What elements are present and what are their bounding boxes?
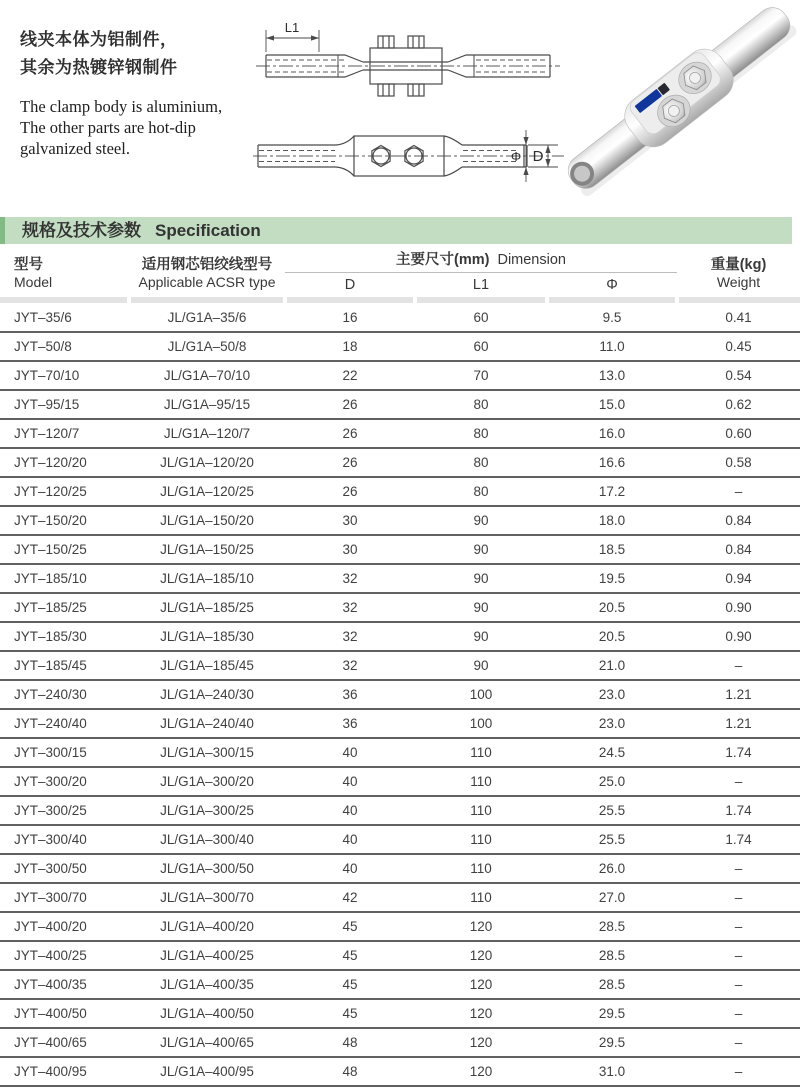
table-cell: 26 <box>342 484 358 499</box>
material-note-en-2: The other parts are hot-dip galvanized steel. <box>20 118 196 158</box>
table-cell: JL/G1A–240/40 <box>160 716 254 731</box>
table-row <box>0 478 800 507</box>
table-row <box>0 942 800 971</box>
table-cell: 31.0 <box>598 1064 626 1079</box>
table-cell: 18.5 <box>598 542 626 557</box>
table-cell: JYT–35/6 <box>14 310 72 325</box>
table-row <box>0 1058 800 1087</box>
table-cell: 9.5 <box>602 310 622 325</box>
table-cell: JYT–240/30 <box>14 687 87 702</box>
material-note-cn-2: 其余为热镀锌钢制件 <box>20 58 178 77</box>
table-cell: 40 <box>342 803 358 818</box>
table-row <box>0 884 800 913</box>
table-row <box>0 913 800 942</box>
table-cell: JYT–120/25 <box>14 484 87 499</box>
material-note-cn-1: 线夹本体为铝制件， <box>20 30 178 49</box>
table-cell: JYT–120/7 <box>14 426 80 441</box>
table-cell: 0.60 <box>725 426 752 441</box>
table-cell: JYT–400/35 <box>14 977 87 992</box>
table-cell: 15.0 <box>598 397 626 412</box>
table-cell: 48 <box>342 1035 358 1050</box>
table-cell: 90 <box>473 513 489 528</box>
table-cell: JL/G1A–400/65 <box>160 1035 254 1050</box>
table-cell: JL/G1A–185/45 <box>160 658 254 673</box>
table-cell: JL/G1A–120/25 <box>160 484 254 499</box>
table-cell: 90 <box>473 658 489 673</box>
table-cell: 40 <box>342 832 358 847</box>
table-cell: 30 <box>342 542 358 557</box>
table-cell: JL/G1A–50/8 <box>167 339 247 354</box>
table-row <box>0 333 800 362</box>
table-cell: 110 <box>470 832 492 847</box>
table-cell: 23.0 <box>598 716 626 731</box>
table-cell: 36 <box>342 716 358 731</box>
table-cell: – <box>734 919 743 934</box>
table-cell: JYT–185/10 <box>14 571 87 586</box>
table-cell: 30 <box>342 513 358 528</box>
table-cell: JYT–400/25 <box>14 948 87 963</box>
table-cell: 0.62 <box>725 397 752 412</box>
table-row <box>0 304 800 333</box>
table-cell: 100 <box>469 687 493 702</box>
table-cell: – <box>734 658 743 673</box>
table-cell: JYT–185/45 <box>14 658 87 673</box>
spec-table <box>0 250 800 1087</box>
table-cell: JYT–400/95 <box>14 1064 87 1079</box>
table-cell: JL/G1A–400/95 <box>160 1064 254 1079</box>
header-separator-band <box>0 297 800 303</box>
table-cell: JYT–150/20 <box>14 513 87 528</box>
table-cell: JYT–150/25 <box>14 542 87 557</box>
table-cell: 120 <box>469 1006 493 1021</box>
table-row <box>0 652 800 681</box>
table-cell: 16.6 <box>598 455 626 470</box>
table-cell: – <box>734 1035 743 1050</box>
table-cell: JYT–300/50 <box>14 861 87 876</box>
dim-label-phi: Φ <box>510 149 522 164</box>
table-cell: JYT–70/10 <box>14 368 80 383</box>
table-cell: JYT–185/30 <box>14 629 87 644</box>
table-cell: 26 <box>342 397 358 412</box>
table-row <box>0 797 800 826</box>
table-row <box>0 826 800 855</box>
table-cell: 32 <box>342 629 358 644</box>
table-cell: 0.84 <box>725 542 752 557</box>
table-cell: 26 <box>342 426 358 441</box>
table-cell: 110 <box>470 774 492 789</box>
table-cell: JYT–240/40 <box>14 716 87 731</box>
table-cell: 25.5 <box>598 803 626 818</box>
table-cell: 17.2 <box>598 484 626 499</box>
table-cell: 1.74 <box>725 803 752 818</box>
table-row <box>0 420 800 449</box>
table-cell: – <box>734 890 743 905</box>
table-cell: 13.0 <box>598 368 626 383</box>
table-cell: – <box>734 948 743 963</box>
table-cell: 11.0 <box>599 339 625 354</box>
table-cell: JL/G1A–300/40 <box>160 832 254 847</box>
table-row <box>0 1029 800 1058</box>
table-cell: JL/G1A–185/25 <box>160 600 254 615</box>
table-cell: 80 <box>473 397 489 412</box>
table-row <box>0 362 800 391</box>
table-cell: JL/G1A–185/30 <box>160 629 254 644</box>
table-cell: 42 <box>342 890 358 905</box>
table-cell: 16 <box>342 310 358 325</box>
table-row <box>0 855 800 884</box>
table-cell: 22 <box>342 368 358 383</box>
table-cell: JL/G1A–150/25 <box>160 542 254 557</box>
table-cell: – <box>734 774 743 789</box>
table-cell: 27.0 <box>598 890 626 905</box>
table-cell: 21.0 <box>598 658 626 673</box>
table-cell: JYT–50/8 <box>14 339 72 354</box>
table-cell: JL/G1A–95/15 <box>163 397 251 412</box>
col-header-dimension-group: 主要尺寸(mm) Dimension D L1 Φ <box>285 250 677 296</box>
table-cell: JYT–300/15 <box>14 745 87 760</box>
table-row <box>0 565 800 594</box>
spec-table-body <box>0 304 800 1087</box>
table-cell: 0.41 <box>725 310 752 325</box>
table-cell: JYT–300/20 <box>14 774 87 789</box>
table-cell: JL/G1A–185/10 <box>160 571 254 586</box>
table-cell: JYT–400/65 <box>14 1035 87 1050</box>
dim-label-l1: L1 <box>284 20 300 35</box>
col-header-model: 型号 Model <box>14 256 53 290</box>
table-cell: JYT–185/25 <box>14 600 87 615</box>
table-cell: 32 <box>342 571 358 586</box>
table-cell: 45 <box>342 1006 358 1021</box>
table-cell: 120 <box>469 948 493 963</box>
section-title <box>22 217 261 244</box>
table-cell: 60 <box>473 310 489 325</box>
table-cell: 1.21 <box>725 687 752 702</box>
table-cell: JYT–300/40 <box>14 832 87 847</box>
table-cell: JYT–300/70 <box>14 890 87 905</box>
table-cell: 80 <box>473 484 489 499</box>
table-cell: 90 <box>473 571 489 586</box>
technical-drawing <box>248 8 568 198</box>
table-cell: JL/G1A–120/7 <box>163 426 251 441</box>
table-row <box>0 739 800 768</box>
table-cell: JL/G1A–240/30 <box>160 687 254 702</box>
table-cell: 18 <box>342 339 358 354</box>
table-row <box>0 536 800 565</box>
table-cell: – <box>734 977 743 992</box>
table-cell: 18.0 <box>598 513 626 528</box>
table-row <box>0 623 800 652</box>
table-cell: 90 <box>473 629 489 644</box>
table-cell: 1.74 <box>725 745 752 760</box>
table-cell: 90 <box>473 542 489 557</box>
material-note-en-1: The clamp body is aluminium, <box>20 97 223 116</box>
table-cell: JYT–400/50 <box>14 1006 87 1021</box>
col-header-weight: 重量(kg) Weight <box>710 256 767 290</box>
table-cell: 0.58 <box>725 455 752 470</box>
table-cell: 24.5 <box>598 745 626 760</box>
table-cell: 40 <box>342 745 358 760</box>
table-cell: 1.74 <box>725 832 752 847</box>
table-cell: 25.5 <box>598 832 626 847</box>
table-row <box>0 391 800 420</box>
table-cell: 28.5 <box>598 948 626 963</box>
table-cell: 100 <box>469 716 493 731</box>
table-cell: JYT–120/20 <box>14 455 87 470</box>
table-cell: 29.5 <box>598 1006 626 1021</box>
table-cell: 120 <box>469 919 493 934</box>
spec-table-header <box>0 250 800 296</box>
table-cell: JL/G1A–300/50 <box>160 861 254 876</box>
table-cell: JL/G1A–300/25 <box>160 803 254 818</box>
table-cell: 45 <box>342 977 358 992</box>
table-cell: 120 <box>469 1035 493 1050</box>
table-cell: JL/G1A–400/35 <box>160 977 254 992</box>
table-cell: JL/G1A–120/20 <box>160 455 254 470</box>
table-cell: 28.5 <box>598 919 626 934</box>
table-cell: 29.5 <box>598 1035 626 1050</box>
table-cell: 60 <box>473 339 489 354</box>
table-cell: 110 <box>470 745 492 760</box>
table-cell: JL/G1A–400/25 <box>160 948 254 963</box>
table-row <box>0 971 800 1000</box>
table-cell: 16.0 <box>598 426 626 441</box>
table-cell: 0.54 <box>725 368 752 383</box>
table-cell: 25.0 <box>598 774 626 789</box>
table-cell: JL/G1A–300/70 <box>160 890 254 905</box>
table-cell: 0.45 <box>725 339 752 354</box>
table-cell: JL/G1A–300/15 <box>160 745 254 760</box>
table-cell: 0.84 <box>725 513 752 528</box>
table-cell: 90 <box>473 600 489 615</box>
table-cell: – <box>734 1006 743 1021</box>
table-cell: JYT–400/20 <box>14 919 87 934</box>
table-cell: 110 <box>470 803 492 818</box>
table-cell: 26.0 <box>598 861 626 876</box>
table-cell: 0.90 <box>725 600 752 615</box>
table-cell: 0.94 <box>725 571 752 586</box>
table-row <box>0 594 800 623</box>
table-cell: JL/G1A–70/10 <box>163 368 251 383</box>
table-cell: 40 <box>342 774 358 789</box>
col-header-d: D <box>344 276 356 293</box>
section-header-bar <box>0 217 792 244</box>
table-cell: – <box>734 861 743 876</box>
table-cell: – <box>734 1064 743 1079</box>
table-row <box>0 449 800 478</box>
table-cell: 26 <box>342 455 358 470</box>
table-cell: 80 <box>473 455 489 470</box>
table-cell: 19.5 <box>598 571 626 586</box>
section-title-cn: 规格及技术参数 <box>22 221 141 240</box>
table-cell: 28.5 <box>598 977 626 992</box>
table-cell: 45 <box>342 919 358 934</box>
table-cell: 45 <box>342 948 358 963</box>
table-row <box>0 681 800 710</box>
table-cell: JL/G1A–300/20 <box>160 774 254 789</box>
table-cell: 80 <box>473 426 489 441</box>
table-cell: 120 <box>469 977 493 992</box>
table-cell: JL/G1A–35/6 <box>167 310 247 325</box>
col-header-phi: Φ <box>606 276 618 293</box>
table-row <box>0 710 800 739</box>
section-title-en: Specification <box>155 221 261 240</box>
table-row <box>0 768 800 797</box>
table-cell: JL/G1A–400/50 <box>160 1006 254 1021</box>
col-header-acsr: 适用钢芯铝绞线型号 Applicable ACSR type <box>138 256 276 290</box>
table-cell: 120 <box>469 1064 493 1079</box>
dim-label-d: D <box>532 148 544 165</box>
table-cell: 70 <box>473 368 489 383</box>
table-cell: 20.5 <box>598 629 626 644</box>
table-cell: 23.0 <box>598 687 626 702</box>
product-photo <box>563 0 800 196</box>
table-cell: 1.21 <box>725 716 752 731</box>
table-cell: 20.5 <box>598 600 626 615</box>
table-cell: 32 <box>342 658 358 673</box>
material-notes <box>20 26 270 159</box>
table-row <box>0 1000 800 1029</box>
table-cell: 110 <box>470 861 492 876</box>
table-cell: JYT–300/25 <box>14 803 87 818</box>
table-cell: 40 <box>342 861 358 876</box>
table-row <box>0 507 800 536</box>
section-header-accent <box>0 217 5 244</box>
table-cell: 110 <box>470 890 492 905</box>
table-cell: JYT–95/15 <box>14 397 80 412</box>
table-cell: 0.90 <box>725 629 752 644</box>
table-cell: – <box>734 484 743 499</box>
table-cell: 32 <box>342 600 358 615</box>
col-header-l1: L1 <box>472 276 490 293</box>
table-cell: 48 <box>342 1064 358 1079</box>
table-cell: JL/G1A–150/20 <box>160 513 254 528</box>
table-cell: JL/G1A–400/20 <box>160 919 254 934</box>
table-cell: 36 <box>342 687 358 702</box>
